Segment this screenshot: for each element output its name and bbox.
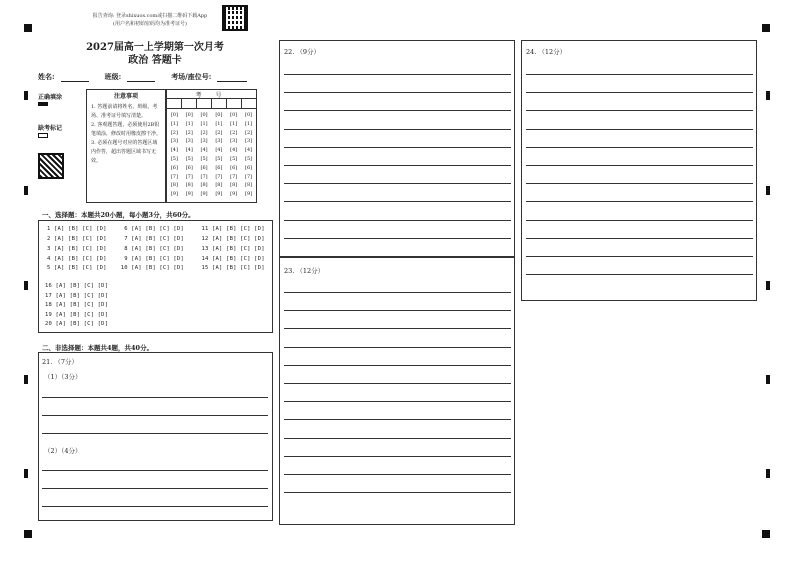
page-subtitle: 政治 答题卡 <box>128 55 182 66</box>
page-title: 2027届高一上学期第一次月考 <box>86 42 224 53</box>
answer-line <box>284 129 511 130</box>
exam-number-box[interactable] <box>242 99 256 108</box>
answer-line <box>526 147 753 148</box>
absent-mark-box[interactable] <box>38 133 48 138</box>
answer-line <box>284 220 511 221</box>
exam-digit-bubble[interactable]: [3] <box>215 138 223 145</box>
student-qr-code-icon <box>38 153 64 179</box>
exam-digit-bubble[interactable]: [7] <box>185 173 193 180</box>
answer-line <box>284 183 511 184</box>
room-seat-field[interactable] <box>217 74 247 82</box>
exam-digit-bubble[interactable]: [8] <box>170 182 178 189</box>
notice-box <box>86 89 166 203</box>
exam-digit-bubble[interactable]: [7] <box>245 173 253 180</box>
answer-line <box>42 397 268 398</box>
exam-digit-bubble[interactable]: [0] <box>245 112 253 118</box>
absent-mark-label: 缺考标记 <box>38 125 63 132</box>
exam-digit-bubble[interactable]: [0] <box>230 112 238 118</box>
exam-number-box[interactable] <box>212 99 227 108</box>
answer-line <box>284 238 511 239</box>
exam-digit-bubble[interactable]: [4] <box>185 147 193 154</box>
exam-number-box[interactable] <box>182 99 197 108</box>
exam-digit-bubble[interactable]: [7] <box>215 173 223 180</box>
choice-row[interactable]: 2 [A] [B] [C] [D] 7 [A] [B] [C] [D] 12 [A] [B] [C] [D] <box>47 236 265 242</box>
choice-row[interactable]: 19 [A] [B] [C] [D] <box>45 312 109 318</box>
report-query-line1: 报告查询: 登录shixuos.com或扫描二维码下载App <box>92 13 208 19</box>
answer-line <box>284 147 511 148</box>
exam-digit-column <box>167 111 182 199</box>
exam-digit-column <box>182 111 197 199</box>
answer-line <box>284 383 511 384</box>
q21-label: 21. （7分） <box>42 358 79 366</box>
answer-line <box>526 92 753 93</box>
answer-line <box>526 274 753 275</box>
exam-digit-column <box>241 111 256 199</box>
answer-line <box>284 419 511 420</box>
answer-area-q23[interactable] <box>279 257 515 525</box>
exam-number-label: 考 号 <box>167 90 256 99</box>
timing-mark <box>766 281 770 290</box>
exam-digit-bubble[interactable]: [8] <box>230 182 238 189</box>
answer-line <box>284 110 511 111</box>
exam-digit-bubble[interactable]: [6] <box>215 164 223 171</box>
exam-digit-bubble[interactable]: [5] <box>215 155 223 162</box>
answer-line <box>526 183 753 184</box>
exam-number-box[interactable] <box>227 99 242 108</box>
exam-digit-bubble[interactable]: [7] <box>170 173 178 180</box>
notice-item: 2. 客观题答题，必须使用2B铅笔填涂，修改时用橡皮擦干净。 <box>91 122 162 137</box>
exam-digit-bubble[interactable]: [3] <box>230 138 238 145</box>
exam-digit-bubble[interactable]: [2] <box>200 129 208 136</box>
notice-item: 1. 答题前请将姓名、班级、考场、准考证号填写清楚。 <box>91 104 158 119</box>
answer-line <box>284 292 511 293</box>
answer-line <box>284 310 511 311</box>
answer-area-q22[interactable] <box>279 40 515 257</box>
exam-digit-bubble[interactable]: [1] <box>215 120 223 127</box>
exam-digit-bubble[interactable]: [6] <box>185 164 193 171</box>
answer-line <box>284 492 511 493</box>
choice-row[interactable]: 3 [A] [B] [C] [D] 8 [A] [B] [C] [D] 13 [A] [B] [C] [D] <box>47 246 265 252</box>
exam-digit-bubble[interactable]: [5] <box>170 155 178 162</box>
exam-digit-bubble[interactable]: [2] <box>185 129 193 136</box>
answer-line <box>526 256 753 257</box>
exam-digit-bubble[interactable]: [1] <box>170 120 178 127</box>
timing-mark <box>766 469 770 478</box>
answer-line <box>42 488 268 489</box>
answer-line <box>284 401 511 402</box>
correct-fill-label: 正确填涂 <box>38 94 63 101</box>
q24-label: 24. （12分） <box>526 48 567 56</box>
exam-digit-bubble[interactable]: [9] <box>215 191 223 198</box>
registration-mark-top-left <box>24 24 32 32</box>
answer-line <box>284 165 511 166</box>
exam-digit-bubble[interactable]: [2] <box>245 129 253 136</box>
choice-row[interactable]: 16 [A] [B] [C] [D] <box>45 283 109 289</box>
answer-line <box>526 220 753 221</box>
answer-line <box>284 328 511 329</box>
answer-line <box>526 165 753 166</box>
answer-line <box>284 474 511 475</box>
report-query-note <box>80 12 220 28</box>
registration-mark-bottom-right <box>762 530 770 538</box>
answer-line <box>42 470 268 471</box>
answer-line <box>526 129 753 130</box>
answer-area-q24[interactable] <box>521 40 757 301</box>
exam-digit-bubble[interactable]: [4] <box>230 147 238 154</box>
answer-line <box>284 201 511 202</box>
q23-label: 23. （12分） <box>284 267 325 275</box>
exam-digit-bubble[interactable]: [0] <box>170 112 178 118</box>
timing-mark <box>766 186 770 195</box>
exam-digit-bubble[interactable]: [2] <box>170 129 178 136</box>
exam-digit-bubble[interactable]: [9] <box>185 191 193 198</box>
filled-bubble-sample <box>38 102 48 106</box>
section1-title: 一、选择题：本题共20小题，每小题3分，共60分。 <box>42 211 195 219</box>
exam-digit-bubble[interactable]: [6] <box>245 164 253 171</box>
exam-digit-bubble[interactable]: [0] <box>215 112 223 118</box>
registration-mark-bottom-left <box>24 530 32 538</box>
name-label: 姓名: <box>38 72 55 81</box>
q21-part1-label: （1）（3分） <box>44 373 82 381</box>
student-info-row <box>38 72 257 82</box>
exam-digit-bubble[interactable]: [2] <box>215 129 223 136</box>
timing-mark <box>24 281 28 290</box>
exam-digit-bubble[interactable]: [1] <box>245 120 253 127</box>
answer-line <box>42 506 268 507</box>
answer-line <box>284 74 511 75</box>
exam-number-box[interactable] <box>167 99 182 108</box>
class-label: 班级: <box>104 72 122 81</box>
timing-mark <box>24 91 28 100</box>
choice-row[interactable]: 20 [A] [B] [C] [D] <box>45 321 109 327</box>
exam-digit-bubble[interactable]: [9] <box>200 191 208 198</box>
exam-digit-bubble[interactable]: [5] <box>230 155 238 162</box>
answer-line <box>526 201 753 202</box>
choice-row[interactable]: 1 [A] [B] [C] [D] 6 [A] [B] [C] [D] 11 [A] [B] [C] [D] <box>47 226 265 232</box>
choice-row[interactable]: 17 [A] [B] [C] [D] <box>45 293 109 299</box>
exam-number-bubbles <box>167 109 256 199</box>
registration-mark-top-right <box>762 24 770 32</box>
exam-digit-bubble[interactable]: [1] <box>200 120 208 127</box>
name-field[interactable] <box>61 74 89 82</box>
exam-digit-bubble[interactable]: [8] <box>245 182 253 189</box>
answer-line <box>42 415 268 416</box>
exam-digit-bubble[interactable]: [6] <box>170 164 178 171</box>
exam-digit-bubble[interactable]: [5] <box>245 155 253 162</box>
exam-digit-bubble[interactable]: [8] <box>215 182 223 189</box>
answer-line <box>42 433 268 434</box>
exam-digit-bubble[interactable]: [3] <box>185 138 193 145</box>
exam-digit-bubble[interactable]: [5] <box>200 155 208 162</box>
choice-row[interactable]: 5 [A] [B] [C] [D] 10 [A] [B] [C] [D] 15 [A] [B] [C] [D] <box>47 265 265 271</box>
q21-part2-label: （2）（4分） <box>44 447 82 455</box>
exam-number-boxes <box>167 99 256 109</box>
exam-digit-bubble[interactable]: [5] <box>185 155 193 162</box>
notice-item: 3. 必须在题号对应的答题区域内作答，超出答题区域书写无效。 <box>91 140 158 164</box>
class-field[interactable] <box>127 74 155 82</box>
exam-digit-bubble[interactable]: [1] <box>185 120 193 127</box>
exam-digit-bubble[interactable]: [8] <box>200 182 208 189</box>
exam-digit-column <box>226 111 241 199</box>
exam-digit-bubble[interactable]: [3] <box>170 138 178 145</box>
notice-heading: 注意事项 <box>113 93 138 100</box>
exam-digit-bubble[interactable]: [8] <box>185 182 193 189</box>
exam-digit-bubble[interactable]: [9] <box>245 191 253 198</box>
exam-digit-bubble[interactable]: [4] <box>215 147 223 154</box>
timing-mark <box>24 469 28 478</box>
answer-line <box>284 456 511 457</box>
exam-digit-bubble[interactable]: [3] <box>200 138 208 145</box>
exam-digit-bubble[interactable]: [0] <box>200 112 208 118</box>
answer-line <box>284 438 511 439</box>
answer-line <box>284 365 511 366</box>
exam-digit-bubble[interactable]: [4] <box>200 147 208 154</box>
exam-digit-bubble[interactable]: [9] <box>230 191 238 198</box>
exam-digit-bubble[interactable]: [6] <box>230 164 238 171</box>
answer-line <box>526 74 753 75</box>
exam-digit-bubble[interactable]: [4] <box>245 147 253 154</box>
report-query-line2: (用户名和初始密码均为准考证号) <box>113 21 187 27</box>
exam-digit-bubble[interactable]: [7] <box>230 173 238 180</box>
exam-digit-bubble[interactable]: [7] <box>200 173 208 180</box>
exam-digit-bubble[interactable]: [9] <box>170 191 178 198</box>
choice-row[interactable]: 18 [A] [B] [C] [D] <box>45 302 109 308</box>
timing-mark <box>766 375 770 384</box>
exam-digit-bubble[interactable]: [6] <box>200 164 208 171</box>
answer-line <box>284 92 511 93</box>
answer-line <box>526 110 753 111</box>
section2-title: 二、非选择题：本题共4题，共40分。 <box>42 344 154 352</box>
exam-digit-bubble[interactable]: [3] <box>245 138 253 145</box>
exam-digit-bubble[interactable]: [1] <box>230 120 238 127</box>
room-seat-label: 考场/座位号: <box>171 72 212 81</box>
choice-row[interactable]: 4 [A] [B] [C] [D] 9 [A] [B] [C] [D] 14 [A] [B] [C] [D] <box>47 256 265 262</box>
answer-line <box>284 347 511 348</box>
exam-digit-bubble[interactable]: [2] <box>230 129 238 136</box>
exam-number-grid <box>166 89 257 203</box>
answer-line <box>526 238 753 239</box>
qr-code-icon <box>222 5 248 31</box>
timing-mark <box>24 186 28 195</box>
exam-digit-bubble[interactable]: [4] <box>170 147 178 154</box>
timing-mark <box>24 375 28 384</box>
exam-number-box[interactable] <box>197 99 212 108</box>
exam-digit-column <box>197 111 212 199</box>
q22-label: 22. （9分） <box>284 48 321 56</box>
exam-digit-column <box>211 111 226 199</box>
timing-mark <box>766 91 770 100</box>
exam-digit-bubble[interactable]: [0] <box>185 112 193 118</box>
